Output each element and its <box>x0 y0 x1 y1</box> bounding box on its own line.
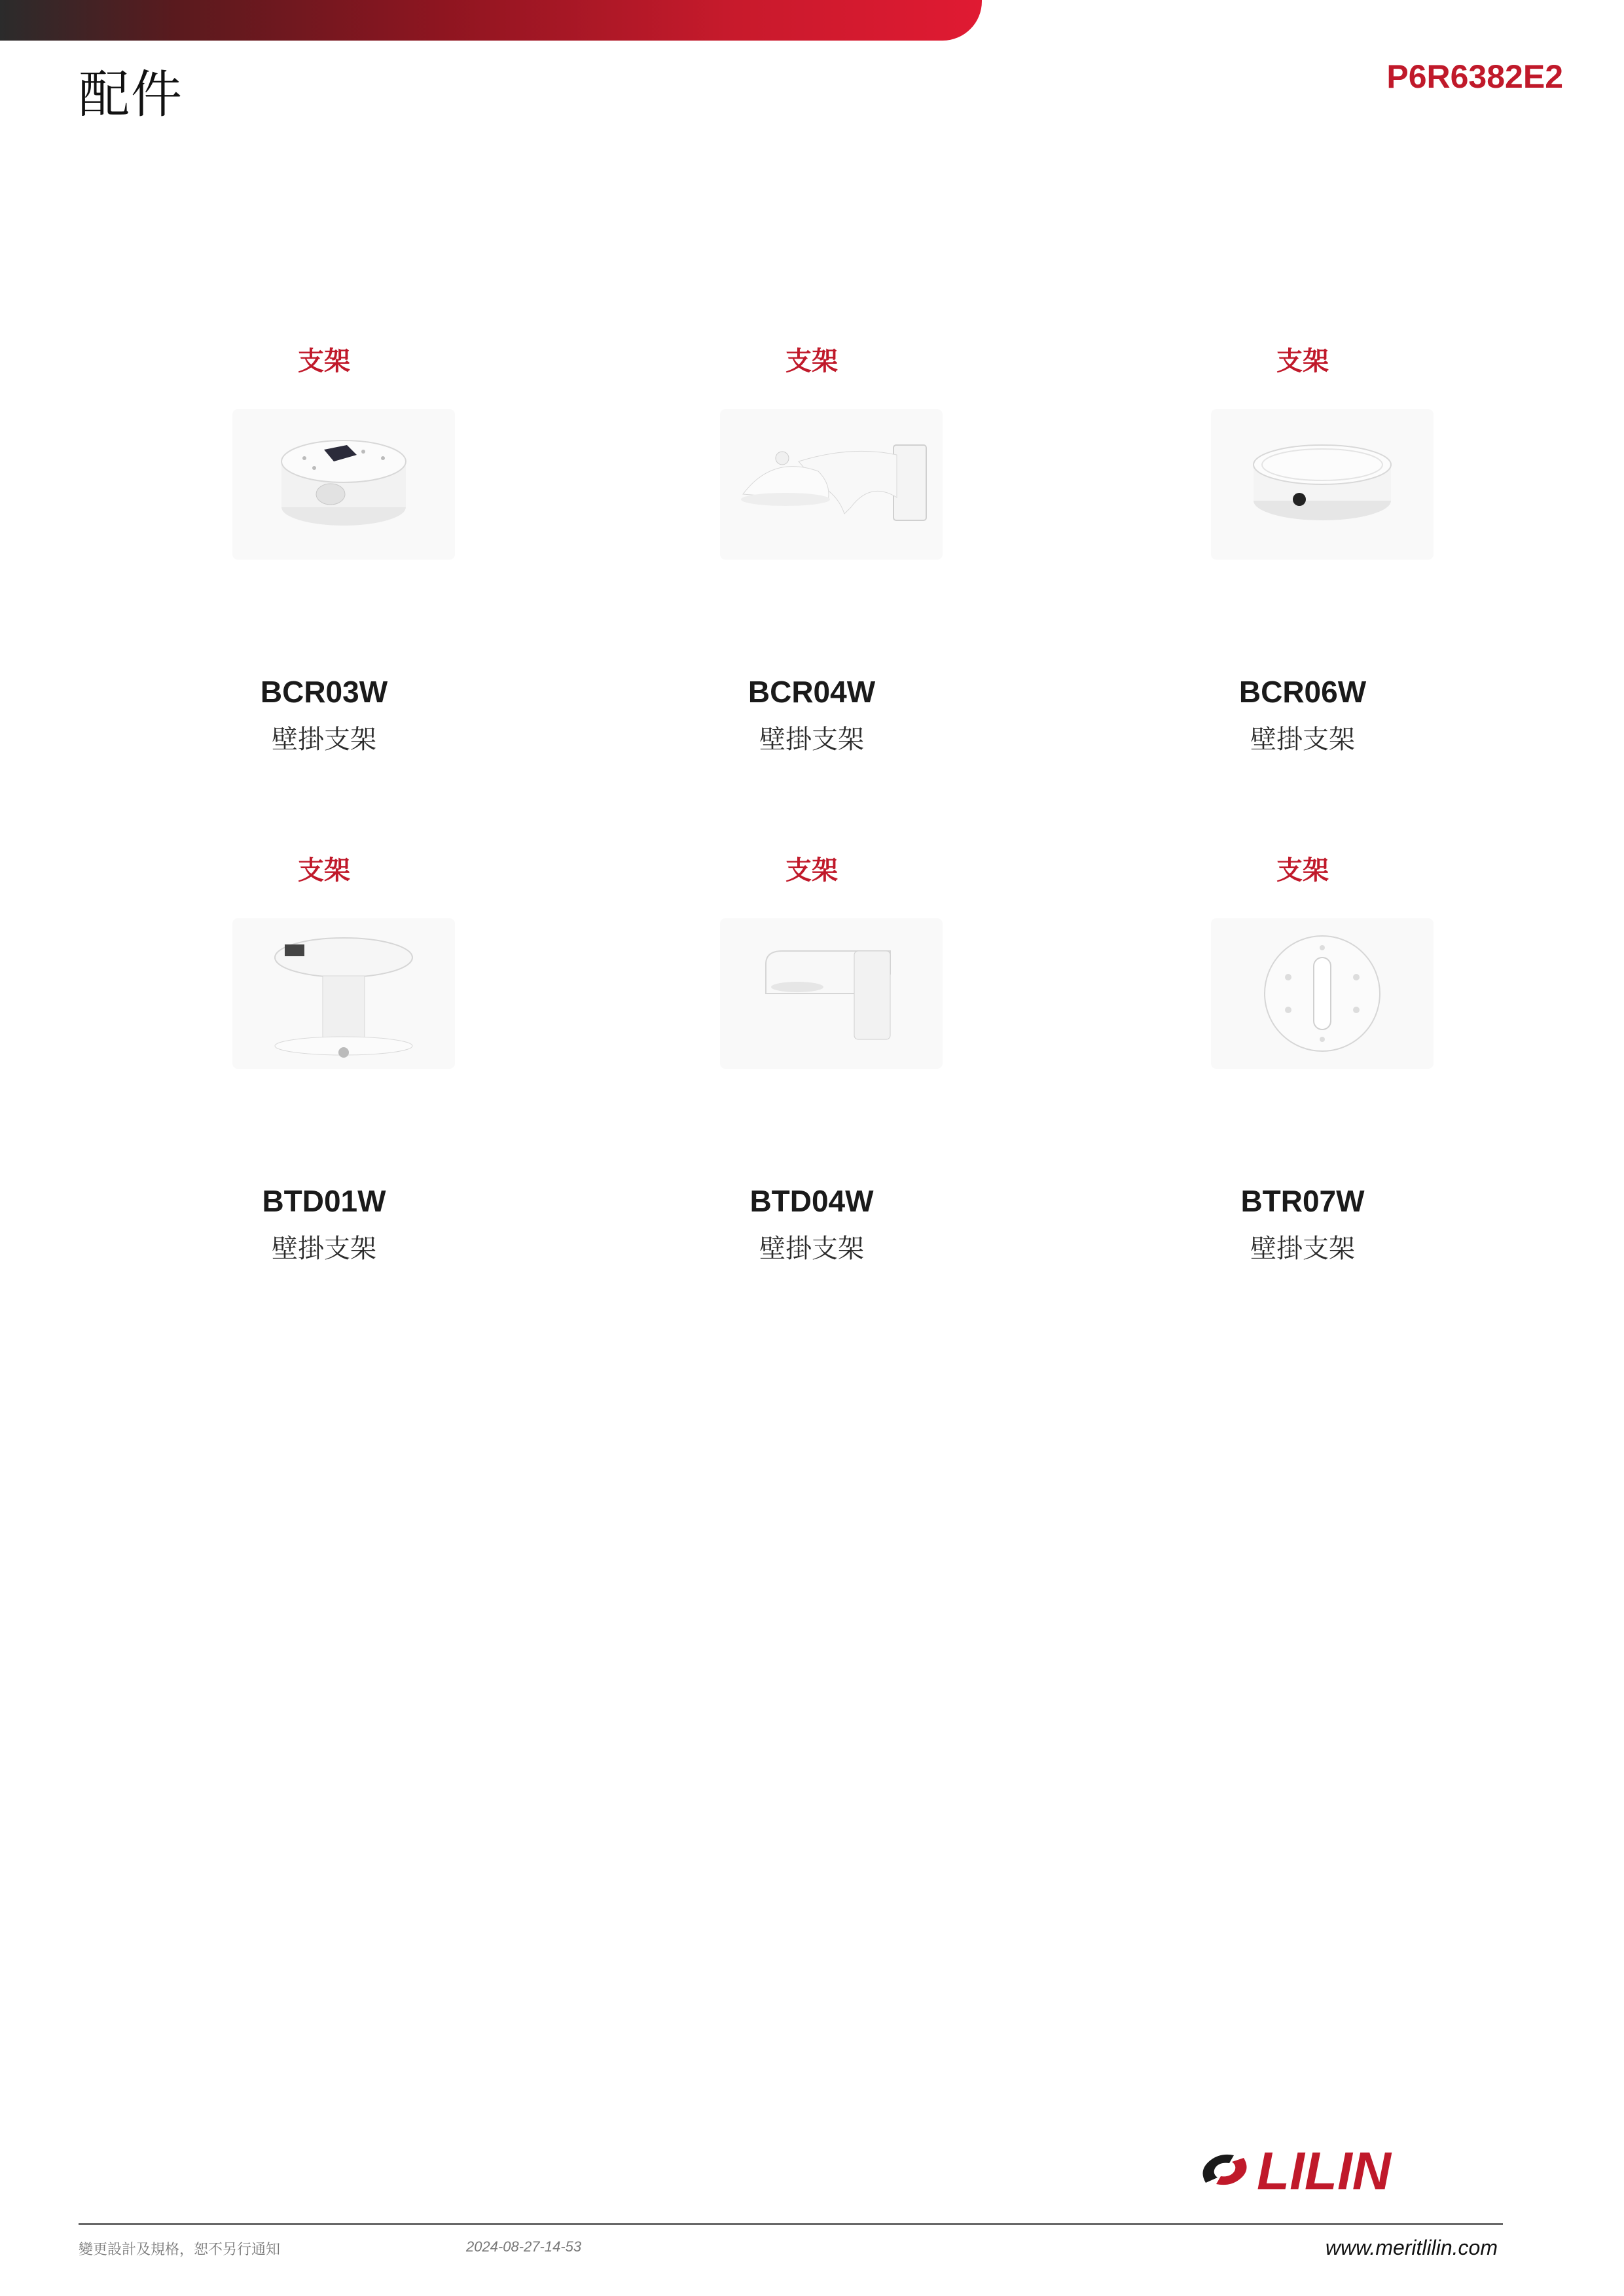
accessory-card <box>128 850 520 1308</box>
accessory-card <box>1106 340 1499 798</box>
lilin-logo <box>1198 2144 1499 2196</box>
junction-box-icon <box>232 409 455 560</box>
page-title: 配件 <box>79 65 184 124</box>
footer-date: 2024-08-27-14-53 <box>466 2238 582 2255</box>
accessory-card <box>615 850 1008 1308</box>
logo-text: LILIN <box>1257 2144 1391 2196</box>
accessory-description: 壁掛支架 <box>759 725 864 755</box>
accessory-category: 支架 <box>298 346 350 376</box>
accessory-code: BCR03W <box>260 675 388 709</box>
accessory-card <box>1106 850 1499 1308</box>
accessory-code: BTR07W <box>1240 1184 1365 1218</box>
pendant-mount-icon <box>232 918 455 1069</box>
accessory-code: BTD01W <box>262 1184 386 1218</box>
accessory-description: 壁掛支架 <box>1250 725 1355 755</box>
accessory-category: 支架 <box>1276 855 1329 886</box>
accessory-code: BCR04W <box>748 675 876 709</box>
accessory-description: 壁掛支架 <box>272 1234 376 1264</box>
accessory-description: 壁掛支架 <box>272 725 376 755</box>
accessory-category: 支架 <box>1276 346 1329 376</box>
accessory-card <box>615 340 1008 798</box>
accessory-description: 壁掛支架 <box>1250 1234 1355 1264</box>
short-wall-bracket-icon <box>720 918 943 1069</box>
accessory-category: 支架 <box>298 855 350 886</box>
accessory-category: 支架 <box>785 855 838 886</box>
mounting-plate-icon <box>1211 918 1434 1069</box>
accessory-code: BCR06W <box>1238 675 1367 709</box>
round-junction-box-icon <box>1211 409 1434 560</box>
footer-divider <box>79 2223 1503 2225</box>
model-number: P6R6382E2 <box>1386 58 1563 95</box>
accessory-description: 壁掛支架 <box>759 1234 864 1264</box>
wall-mount-arm-icon <box>720 409 943 560</box>
accessory-category: 支架 <box>785 346 838 376</box>
accessory-code: BTD04W <box>749 1184 874 1218</box>
footer-disclaimer: 變更設計及規格，恕不另行通知 <box>79 2242 281 2258</box>
footer-website-link[interactable]: www.meritlilin.com <box>1325 2236 1498 2259</box>
accessory-card <box>128 340 520 798</box>
